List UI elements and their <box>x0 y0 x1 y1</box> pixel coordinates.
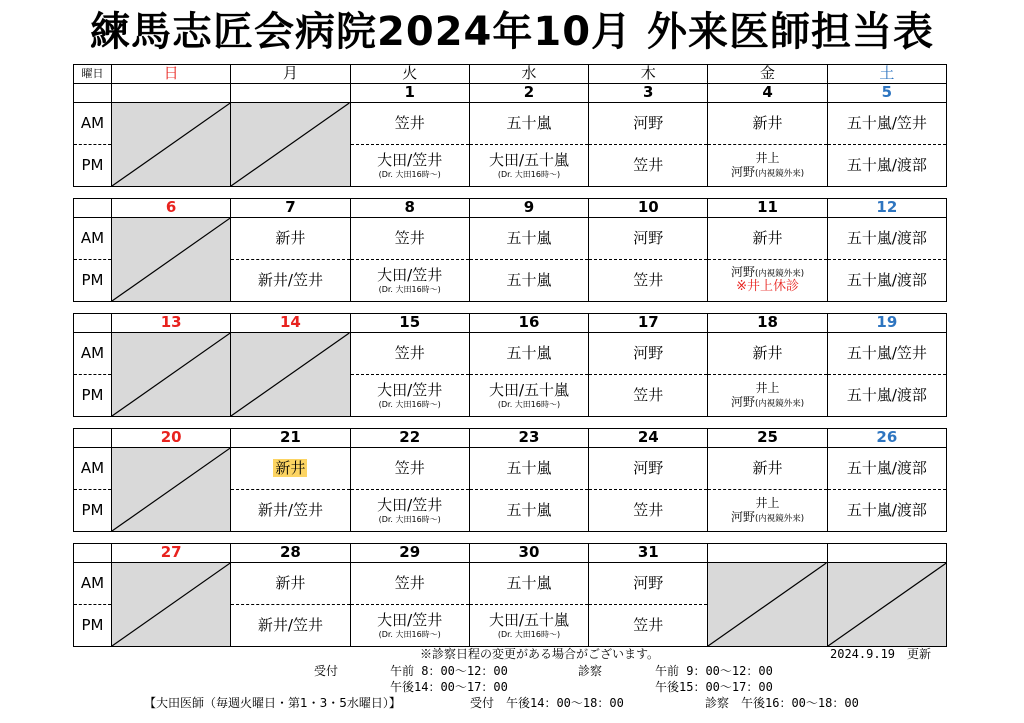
am-label: AM <box>74 563 112 605</box>
day-header-tue: 火 <box>350 65 469 84</box>
pm-doctor-cell <box>708 145 827 187</box>
exam-pm-hours: 午後15：00～17：00 <box>655 680 773 694</box>
endoscopy-note: (内視鏡外来) <box>754 398 805 409</box>
am-label: AM <box>74 448 112 490</box>
pm-doctor-cell <box>708 260 827 302</box>
pm-doctor-cell <box>469 145 588 187</box>
pm-doctor: 大田/笠井 <box>377 611 443 630</box>
date-cell <box>231 84 350 103</box>
updated-date: 2024.9.19 更新 <box>830 647 932 661</box>
date-cell <box>708 544 827 563</box>
date-cell: 3 <box>589 84 708 103</box>
week-table-4 <box>73 428 947 532</box>
pm-doctor-cell <box>350 605 469 647</box>
date-cell: 18 <box>708 314 827 333</box>
pm-doctor-cell <box>469 375 588 417</box>
endoscopy-note: (内視鏡外来) <box>754 269 805 280</box>
date-cell: 24 <box>589 429 708 448</box>
pm-doctor-cell <box>469 605 588 647</box>
week-table-5 <box>73 543 947 647</box>
day-header-sun: 日 <box>112 65 231 84</box>
date-cell: 16 <box>469 314 588 333</box>
highlighted-doctor: 新井 <box>275 458 306 477</box>
am-doctor-cell: 五十嵐 <box>469 333 588 375</box>
am-doctor-cell: 五十嵐/笠井 <box>827 103 946 145</box>
am-doctor-cell: 笠井 <box>350 448 469 490</box>
closed-cell <box>112 333 231 417</box>
pm-doctor-cell: 笠井 <box>589 490 708 532</box>
pm-doctor-2: 河野(内視鏡外来) <box>730 509 805 524</box>
ota-reception-hours: 受付 午後14：00～18：00 <box>470 696 624 710</box>
date-cell: 30 <box>469 544 588 563</box>
day-header-mon: 月 <box>231 65 350 84</box>
exam-label: 診察 <box>578 664 603 678</box>
pm-doctor-note: (Dr. 大田16時～) <box>497 399 561 409</box>
pm-doctor-note: (Dr. 大田16時～) <box>497 169 561 179</box>
pm-doctor-cell: 五十嵐/渡部 <box>827 375 946 417</box>
am-doctor-cell: 五十嵐/渡部 <box>827 218 946 260</box>
closed-cell <box>708 563 827 647</box>
closed-cell <box>112 563 231 647</box>
week-table-2 <box>73 198 947 302</box>
date-cell: 13 <box>112 314 231 333</box>
pm-doctor-cell: 笠井 <box>589 375 708 417</box>
day-header-sat: 土 <box>827 65 946 84</box>
pm-doctor-cell: 新井/笠井 <box>231 490 350 532</box>
am-doctor-cell: 五十嵐 <box>469 563 588 605</box>
pm-doctor: 大田/笠井 <box>377 381 443 400</box>
pm-doctor-cell: 新井/笠井 <box>231 605 350 647</box>
am-doctor-cell: 河野 <box>589 218 708 260</box>
am-doctor-cell: 五十嵐 <box>469 103 588 145</box>
date-cell: 4 <box>708 84 827 103</box>
pm-doctor-note: (Dr. 大田16時～) <box>378 514 441 524</box>
week-table-3 <box>73 313 947 417</box>
am-doctor-cell: 笠井 <box>350 563 469 605</box>
pm-doctor-note: (Dr. 大田16時～) <box>378 399 441 409</box>
date-cell: 21 <box>231 429 350 448</box>
date-cell: 29 <box>350 544 469 563</box>
pm-doctor-2: 河野(内視鏡外来) <box>730 265 805 280</box>
date-row-label <box>74 84 112 103</box>
pm-doctor-cell <box>350 260 469 302</box>
pm-doctor: 井上 <box>755 150 780 165</box>
exam-am-hours: 午前 9：00～12：00 <box>655 664 773 678</box>
week-table-1 <box>73 64 947 187</box>
date-cell: 25 <box>708 429 827 448</box>
am-doctor-cell: 新井 <box>708 218 827 260</box>
date-row-label <box>74 314 112 333</box>
absence-note: ※井上休診 <box>736 278 799 294</box>
am-doctor-cell: 五十嵐 <box>469 448 588 490</box>
pm-doctor-cell: 笠井 <box>589 605 708 647</box>
closed-cell <box>231 103 350 187</box>
date-row-label <box>74 429 112 448</box>
am-doctor-cell: 五十嵐/笠井 <box>827 333 946 375</box>
pm-doctor-cell: 五十嵐 <box>469 260 588 302</box>
pm-doctor: 大田/笠井 <box>377 496 443 515</box>
am-doctor-cell: 五十嵐/渡部 <box>827 448 946 490</box>
day-header-fri: 金 <box>708 65 827 84</box>
am-label: AM <box>74 218 112 260</box>
reception-label: 受付 <box>314 664 339 678</box>
pm-doctor-cell: 新井/笠井 <box>231 260 350 302</box>
am-doctor-cell: 新井 <box>708 448 827 490</box>
am-doctor-cell: 新井 <box>708 103 827 145</box>
date-cell: 15 <box>350 314 469 333</box>
date-cell: 26 <box>827 429 946 448</box>
schedule-change-notice: ※診察日程の変更がある場合がございます。 <box>420 647 660 661</box>
pm-doctor-cell: 五十嵐/渡部 <box>827 260 946 302</box>
date-cell: 7 <box>231 199 350 218</box>
am-doctor-cell: 新井 <box>231 563 350 605</box>
date-cell: 8 <box>350 199 469 218</box>
am-doctor-cell: 河野 <box>589 448 708 490</box>
pm-doctor: 井上 <box>755 495 780 510</box>
pm-label: PM <box>74 260 112 302</box>
pm-doctor-note: (Dr. 大田16時～) <box>497 629 561 639</box>
reception-am-hours: 午前 8：00～12：00 <box>390 664 508 678</box>
date-cell: 22 <box>350 429 469 448</box>
date-cell: 27 <box>112 544 231 563</box>
endoscopy-note: (内視鏡外来) <box>754 513 805 524</box>
closed-cell <box>112 218 231 302</box>
date-cell: 19 <box>827 314 946 333</box>
pm-doctor: 大田/五十嵐 <box>488 611 570 630</box>
am-doctor-cell: 河野 <box>589 563 708 605</box>
date-cell: 1 <box>350 84 469 103</box>
pm-doctor-cell <box>708 375 827 417</box>
closed-cell <box>112 103 231 187</box>
am-doctor-cell: 五十嵐 <box>469 218 588 260</box>
day-header-thu: 木 <box>589 65 708 84</box>
pm-doctor-note: (Dr. 大田16時～) <box>378 169 441 179</box>
pm-doctor: 井上 <box>755 380 780 395</box>
date-cell: 20 <box>112 429 231 448</box>
date-cell: 17 <box>589 314 708 333</box>
pm-doctor-cell: 五十嵐 <box>469 490 588 532</box>
am-doctor-cell: 新井 <box>231 218 350 260</box>
pm-doctor: 大田/笠井 <box>377 151 443 170</box>
pm-doctor: 大田/五十嵐 <box>488 381 570 400</box>
am-doctor-cell: 笠井 <box>350 103 469 145</box>
pm-label: PM <box>74 375 112 417</box>
pm-doctor: 大田/五十嵐 <box>488 151 570 170</box>
pm-doctor-cell: 五十嵐/渡部 <box>827 145 946 187</box>
ota-exam-hours: 診察 午後16：00～18：00 <box>705 696 859 710</box>
date-cell: 11 <box>708 199 827 218</box>
endoscopy-note: (内視鏡外来) <box>754 168 805 179</box>
pm-doctor: 大田/笠井 <box>377 266 443 285</box>
date-cell: 6 <box>112 199 231 218</box>
date-cell: 12 <box>827 199 946 218</box>
reception-pm-hours: 午後14：00～17：00 <box>390 680 508 694</box>
date-cell: 28 <box>231 544 350 563</box>
pm-doctor-2: 河野(内視鏡外来) <box>730 164 805 179</box>
date-cell <box>827 544 946 563</box>
pm-doctor-cell: 五十嵐/渡部 <box>827 490 946 532</box>
am-doctor-cell: 笠井 <box>350 333 469 375</box>
pm-label: PM <box>74 145 112 187</box>
date-cell: 9 <box>469 199 588 218</box>
date-cell: 23 <box>469 429 588 448</box>
page-title: 練馬志匠会病院2024年10月 外来医師担当表 <box>90 9 934 55</box>
am-doctor-cell: 河野 <box>589 103 708 145</box>
day-header-label: 曜日 <box>74 65 112 84</box>
am-doctor-cell: 河野 <box>589 333 708 375</box>
pm-label: PM <box>74 490 112 532</box>
pm-doctor-cell: 笠井 <box>589 260 708 302</box>
pm-doctor-cell <box>350 490 469 532</box>
date-cell <box>112 84 231 103</box>
am-doctor-cell: 笠井 <box>350 218 469 260</box>
am-doctor-cell <box>231 448 350 490</box>
date-cell: 14 <box>231 314 350 333</box>
date-cell: 2 <box>469 84 588 103</box>
date-cell: 5 <box>827 84 946 103</box>
am-label: AM <box>74 103 112 145</box>
date-row-label <box>74 199 112 218</box>
pm-doctor-note: (Dr. 大田16時～) <box>378 629 441 639</box>
date-row-label <box>74 544 112 563</box>
date-cell: 10 <box>589 199 708 218</box>
closed-cell <box>827 563 946 647</box>
closed-cell <box>112 448 231 532</box>
am-label: AM <box>74 333 112 375</box>
pm-doctor-note: (Dr. 大田16時～) <box>378 284 441 294</box>
closed-cell <box>231 333 350 417</box>
pm-doctor-2: 河野(内視鏡外来) <box>730 394 805 409</box>
ota-schedule-note: 【大田医師（毎週火曜日・第1・3・5水曜日）】 <box>144 696 401 710</box>
am-doctor-cell: 新井 <box>708 333 827 375</box>
pm-doctor-cell <box>708 490 827 532</box>
pm-label: PM <box>74 605 112 647</box>
pm-doctor-cell <box>350 145 469 187</box>
pm-doctor-cell: 笠井 <box>589 145 708 187</box>
pm-doctor-cell <box>350 375 469 417</box>
date-cell: 31 <box>589 544 708 563</box>
day-header-wed: 水 <box>469 65 588 84</box>
